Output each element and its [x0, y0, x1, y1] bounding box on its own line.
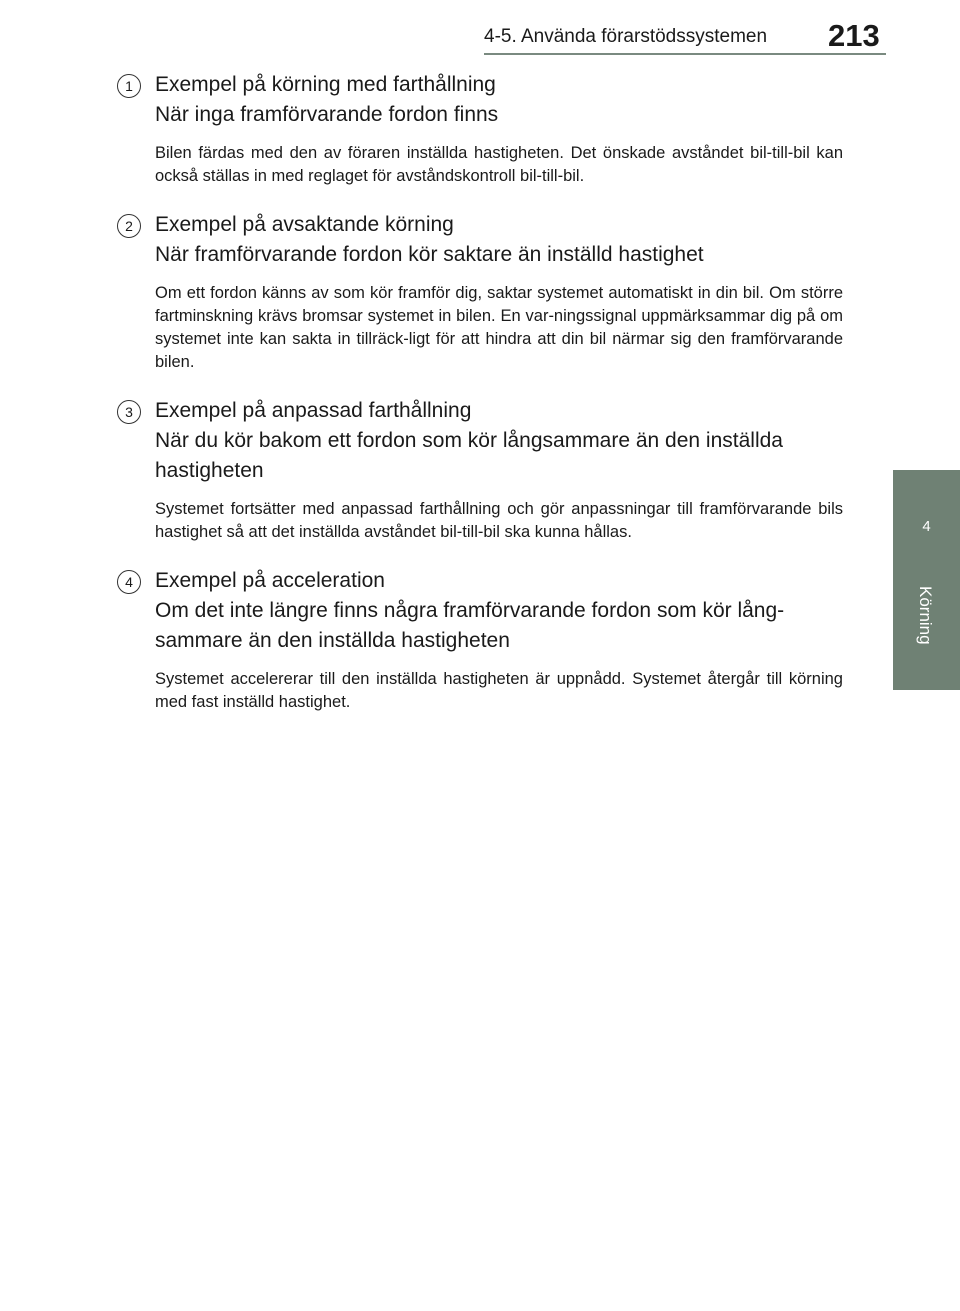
section-title: 4-5. Använda förarstödssystemen — [484, 26, 768, 47]
page-number: 213 — [828, 18, 880, 53]
main-content — [117, 70, 843, 736]
example-item — [117, 566, 843, 714]
item-title: Exempel på avsaktande körning — [155, 213, 454, 236]
item-title: Exempel på acceleration — [155, 569, 385, 592]
chapter-number: 4 — [922, 518, 931, 535]
item-subtitle: När du kör bakom ett fordon som kör långsammare än den inställda hastigheten — [155, 429, 783, 482]
item-number-badge: 2 — [117, 214, 141, 238]
item-number-badge: 3 — [117, 400, 141, 424]
chapter-label: Körning — [916, 586, 935, 645]
header-divider — [484, 53, 886, 55]
item-subtitle: När framförvarande fordon kör saktare än inställd hastighet — [155, 243, 704, 266]
example-item — [117, 396, 843, 544]
item-body: Om ett fordon känns av som kör framför dig, saktar systemet automatiskt in din bil. Om större fartminskning krävs bromsar systemet in bilen. En var-ningssignal uppmärksammar dig på om systemet inte kan sakta in tillräck-ligt för att hindra att din bil närmar sig den framförvarande bilen. — [155, 284, 843, 371]
item-title: Exempel på anpassad farthållning — [155, 399, 472, 422]
item-body: Systemet accelererar till den inställda hastigheten är uppnådd. Systemet återgår till körning med fast inställd hastighet. — [155, 670, 843, 711]
chapter-tab — [893, 470, 960, 690]
item-number-badge: 1 — [117, 74, 141, 98]
item-number-badge: 4 — [117, 570, 141, 594]
item-subtitle: Om det inte längre finns några framförvarande fordon som kör lång-sammare än den inställda hastigheten — [155, 599, 785, 652]
item-body: Bilen färdas med den av föraren inställda hastigheten. Det önskade avståndet bil-till-bil kan också ställas in med reglaget för avståndskontroll bil-till-bil. — [155, 144, 843, 185]
item-body: Systemet fortsätter med anpassad farthållning och gör anpassningar till framförvarande bils hastighet så att det inställda avståndet bil-till-bil ska kunna hållas. — [155, 500, 843, 541]
example-item — [117, 70, 843, 188]
item-title: Exempel på körning med farthållning — [155, 73, 496, 96]
item-subtitle: När inga framförvarande fordon finns — [155, 103, 499, 126]
example-item — [117, 210, 843, 374]
